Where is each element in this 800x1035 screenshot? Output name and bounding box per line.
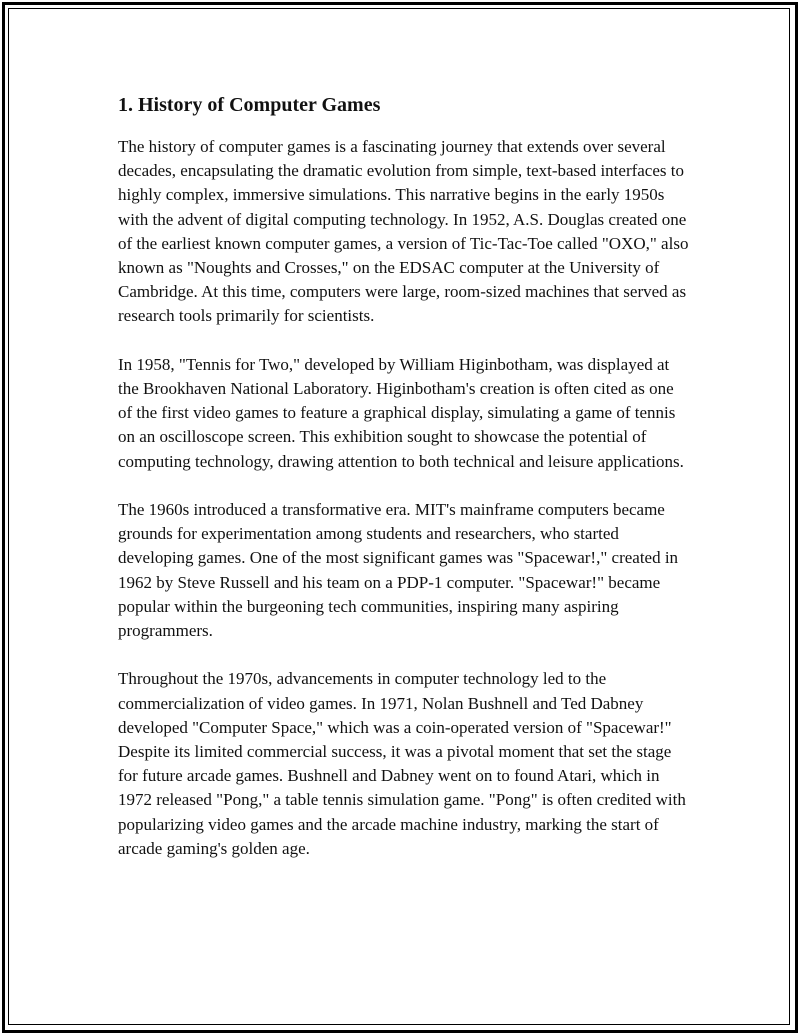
document-body	[118, 92, 692, 885]
paragraph-2: In 1958, "Tennis for Two," developed by William Higinbotham, was displayed at the Brookhaven National Laboratory. Higinbotham's creation is often cited as one of the first video games to feature a graphical display, simulating a game of tennis on an oscilloscope screen. This exhibition sought to showcase the potential of computing technology, drawing attention to both technical and leisure applications.	[118, 354, 684, 471]
paragraph-1: The history of computer games is a fascinating journey that extends over several decades, encapsulating the dramatic evolution from simple, text-based interfaces to highly complex, immersive simulations. This narrative begins in the early 1950s with the advent of digital computing technology. In 1952, A.S. Douglas created one of the earliest known computer games, a version of Tic-Tac-Toe called "OXO," also known as "Noughts and Crosses," on the EDSAC computer at the University of Cambridge. At this time, computers were large, room-sized machines that served as research tools primarily for scientists.	[118, 137, 689, 326]
paragraph-4: Throughout the 1970s, advancements in computer technology led to the commercialization of video games. In 1971, Nolan Bushnell and Ted Dabney developed "Computer Space," which was a coin-operated version of "Spacewar!" Despite its limited commercial success, it was a pivotal moment that set the stage for future arcade games. Bushnell and Dabney went on to found Atari, which in 1972 released "Pong," a table tennis simulation game. "Pong" is often credited with popularizing video games and the arcade machine industry, marking the start of arcade gaming's golden age.	[118, 669, 686, 858]
section-heading: 1. History of Computer Games	[118, 94, 381, 116]
paragraph-3: The 1960s introduced a transformative era. MIT's mainframe computers became grounds for experimentation among students and researchers, who started developing games. One of the most significant games was "Spacewar!," created in 1962 by Steve Russell and his team on a PDP-1 computer. "Spacewar!" became popular within the burgeoning tech communities, inspiring many aspiring programmers.	[118, 500, 679, 641]
